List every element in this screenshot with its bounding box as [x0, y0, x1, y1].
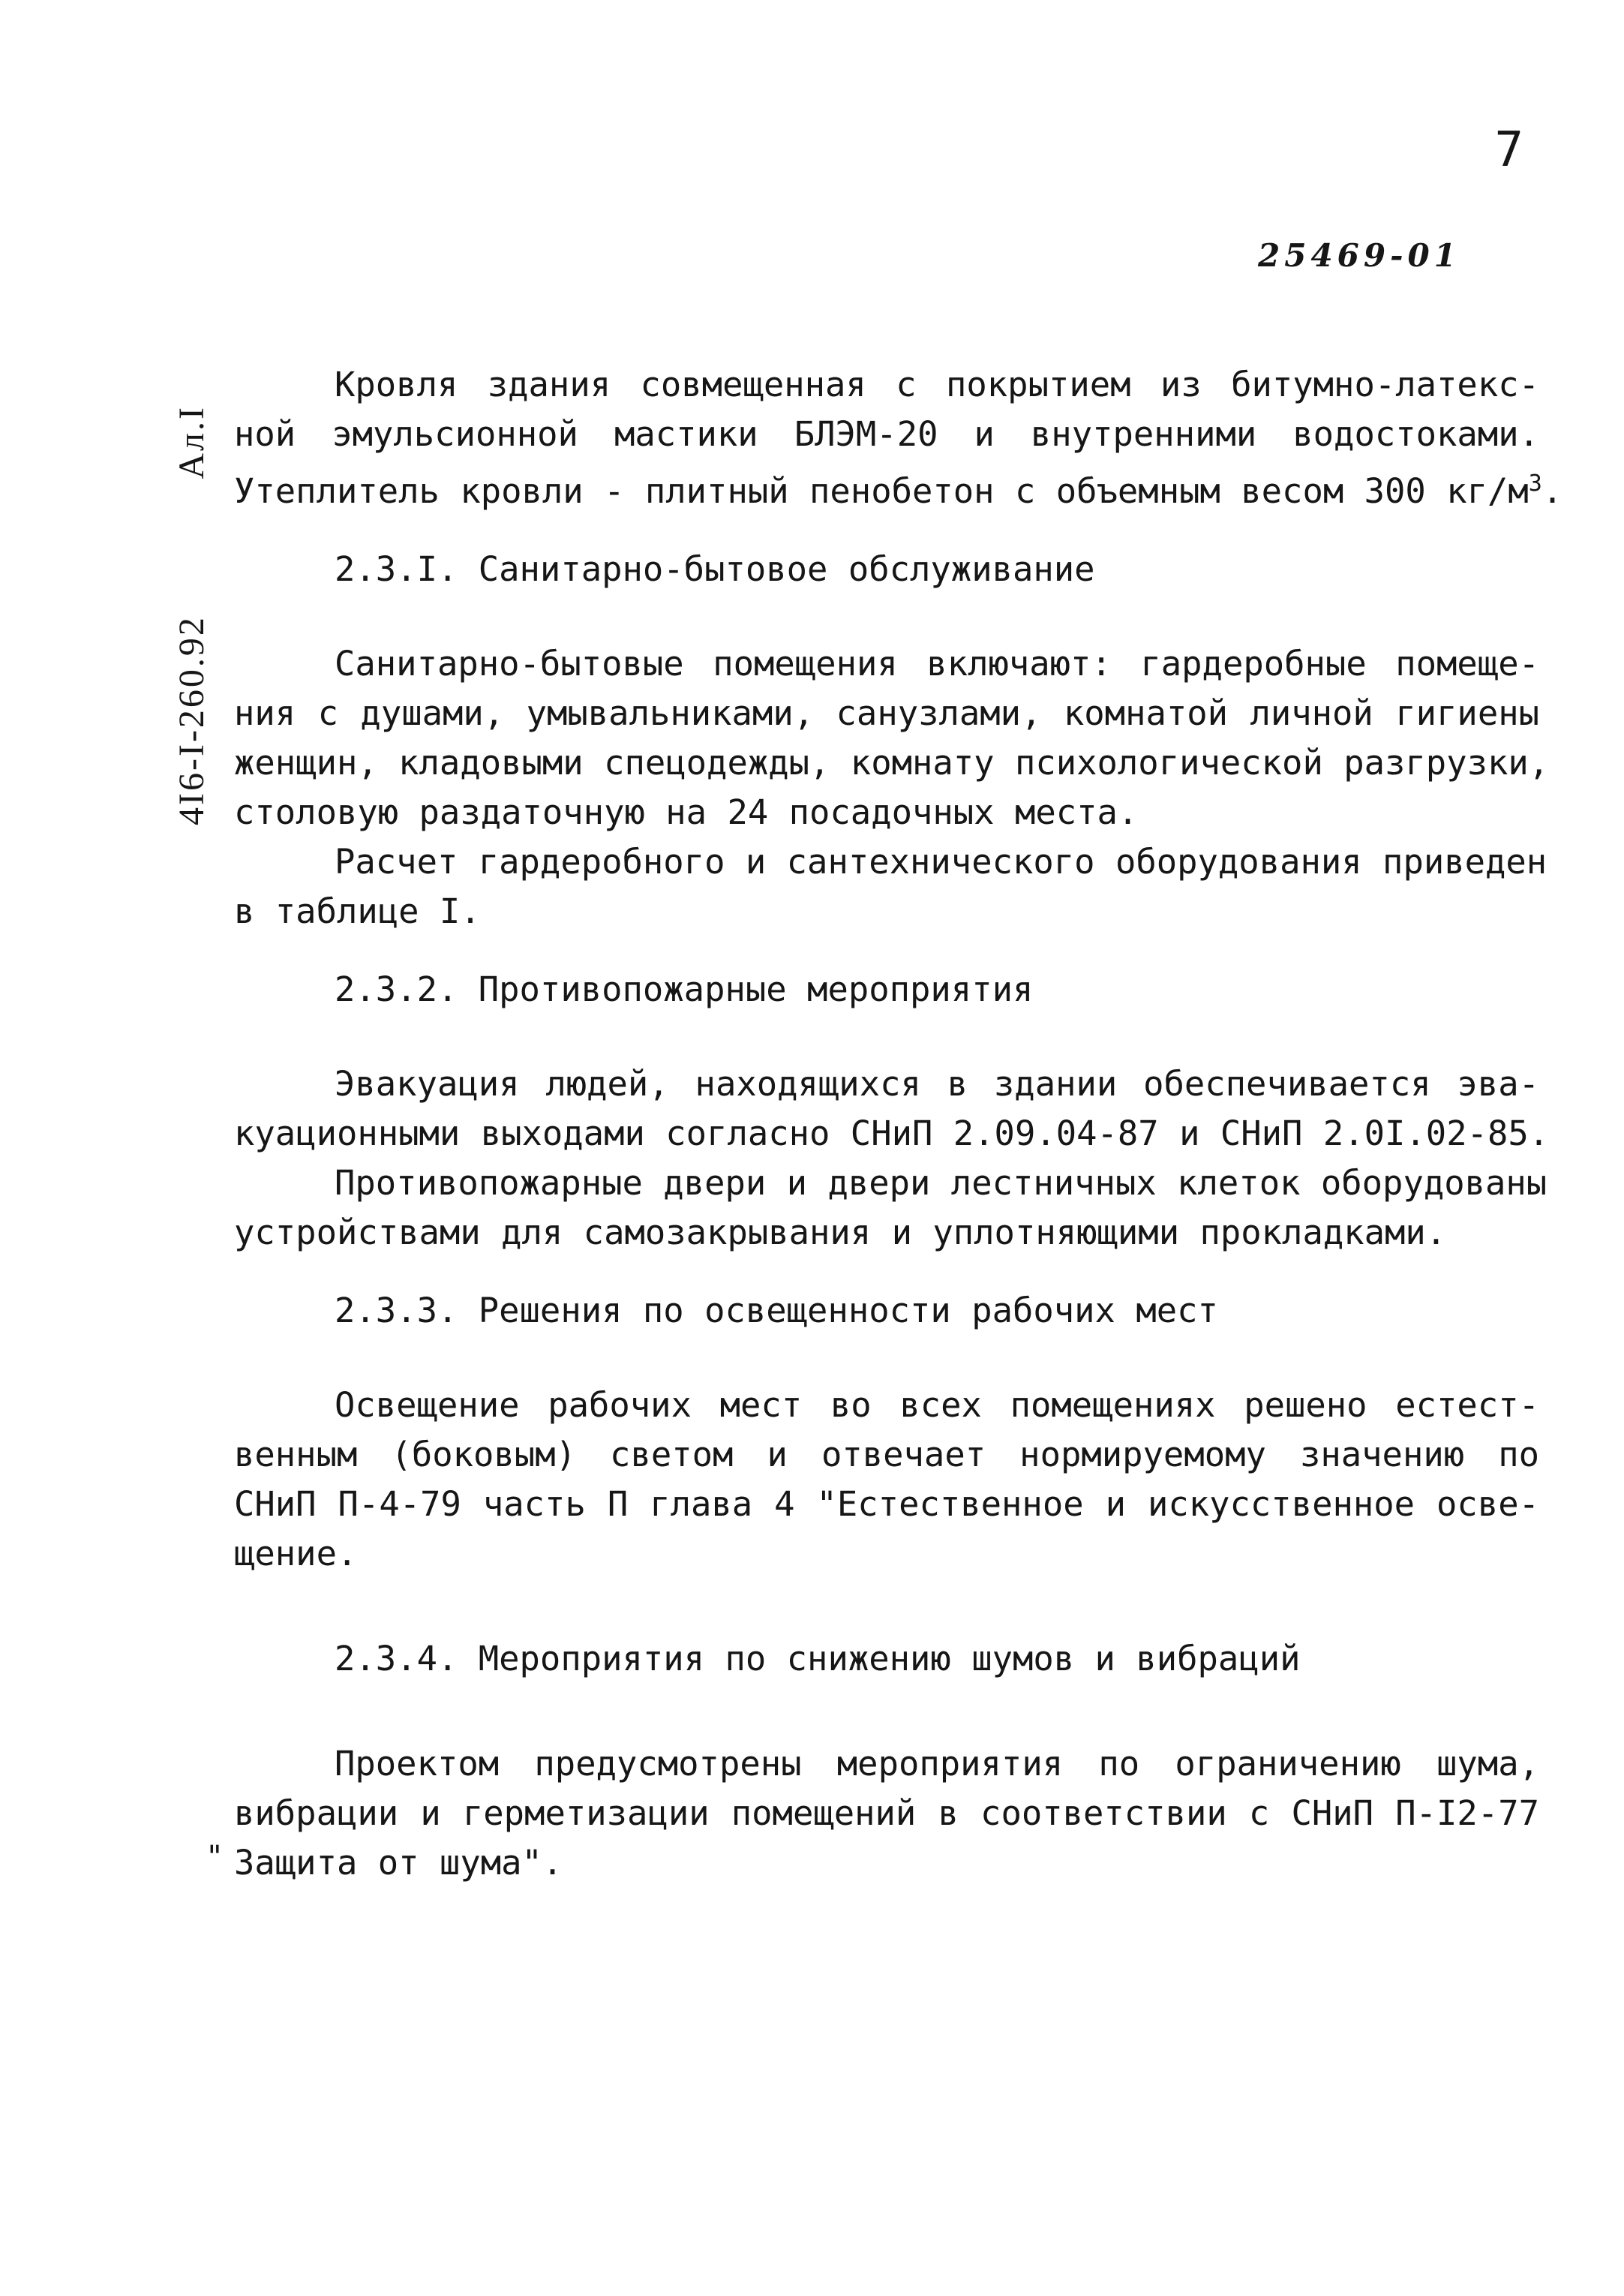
lighting-heading: 2.3.3. Решения по освещенности рабочих мест: [335, 1291, 1218, 1331]
sanitary-paragraph-1: [234, 639, 1550, 837]
roof-line-3-text: Утеплитель кровли - плитный пенобетон с объемным весом 300 кг/м: [234, 471, 1529, 512]
roof-line-1: Кровля здания совмещенная с покрытием из битумно-латекс-: [335, 365, 1539, 404]
roof-line-3-end: .: [1541, 471, 1563, 512]
fire-paragraph-1: [234, 1059, 1550, 1159]
noise-heading: 2.3.4. Мероприятия по снижению шумов и вибраций: [335, 1639, 1301, 1679]
lighting-p1-line-3: СНиП П-4-79 часть П глава 4 "Естественное и искусственное осве-: [234, 1484, 1539, 1525]
fire-heading: 2.3.2. Противопожарные мероприятия: [335, 969, 1034, 1010]
side-sheet: Ал.I: [172, 405, 212, 479]
sanitary-p2-line-2: в таблице I.: [234, 891, 481, 932]
handwritten-mark: ": [206, 1840, 224, 1874]
lighting-paragraph-1: [234, 1381, 1539, 1579]
page-number: 7: [1494, 122, 1523, 178]
roof-line-3: [234, 459, 1563, 516]
sanitary-p2-line-1: Расчет гардеробного и сантехнического оборудования приведен: [335, 842, 1547, 882]
side-code: [171, 405, 212, 825]
sanitary-p1-line-1: Санитарно-бытовые помещения включают: гардеробные помеще-: [335, 644, 1539, 684]
sanitary-p1-line-3: женщин, кладовыми спецодежды, комнату психологической разгрузки,: [234, 743, 1550, 783]
lighting-p1-line-2: венным (боковым) светом и отвечает нормируемому значению по: [234, 1435, 1539, 1475]
lighting-p1-line-4: щение.: [234, 1534, 358, 1574]
lighting-p1-line-1: Освещение рабочих мест во всех помещениях решено естест-: [335, 1385, 1539, 1426]
sanitary-p1-line-4: столовую раздаточную на 24 посадочных места.: [234, 792, 1139, 833]
roof-line-2: ной эмульсионной мастики БЛЭМ-20 и внутренними водостоками.: [234, 414, 1539, 454]
roof-paragraph: [234, 360, 1563, 516]
fire-paragraph-2: [234, 1159, 1547, 1258]
sanitary-heading: 2.3.I. Санитарно-бытовое обслуживание: [335, 549, 1095, 590]
fire-p2-line-1: Противопожарные двери и двери лестничных клеток оборудованы: [335, 1163, 1547, 1204]
fire-p2-line-2: устройствами для самозакрывания и уплотняющими прокладками.: [234, 1213, 1447, 1253]
noise-p1-line-2: вибрации и герметизации помещений в соответствии с СНиП П-I2-77: [234, 1793, 1539, 1834]
noise-p1-line-3: Защита от шума".: [234, 1843, 563, 1883]
noise-p1-line-1: Проектом предусмотрены мероприятия по ограничению шума,: [335, 1744, 1539, 1784]
sanitary-paragraph-2: [234, 837, 1547, 936]
document-code: 25469-01: [1258, 237, 1460, 274]
fire-p1-line-1: Эвакуация людей, находящихся в здании обеспечивается эва-: [335, 1064, 1539, 1104]
side-designation: 4I6-I-260.92: [172, 615, 212, 825]
roof-superscript: 3: [1528, 470, 1542, 497]
document-body: [234, 360, 1563, 1888]
noise-paragraph-1: [234, 1739, 1539, 1888]
fire-p1-line-2: куационными выходами согласно СНиП 2.09.04-87 и СНиП 2.0I.02-85.: [234, 1113, 1550, 1154]
sanitary-p1-line-2: ния с душами, умывальниками, санузлами, комнатой личной гигиены: [234, 693, 1539, 734]
